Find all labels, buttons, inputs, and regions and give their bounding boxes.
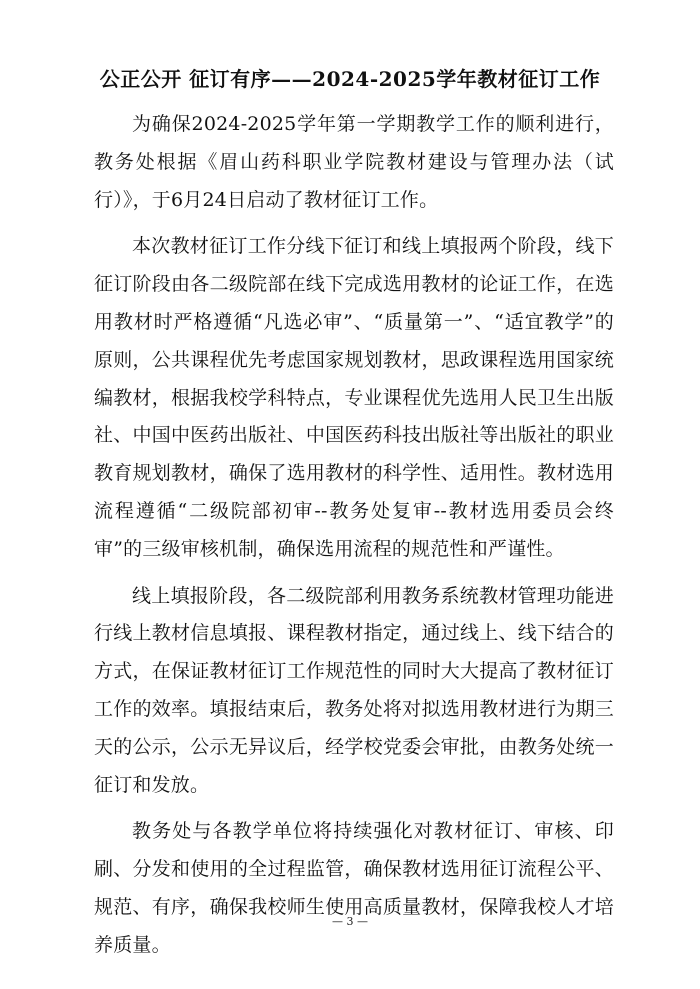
paragraph-conclusion: 教务处与各教学单位将持续强化对教材征订、审核、印刷、分发和使用的全过程监管，确保教材选用征订流程公平、规范、有序，确保我校师生使用高质量教材，保障我校人才培养质量。 bbox=[94, 820, 614, 956]
paragraph-online-stage: 线上填报阶段，各二级院部利用教务系统教材管理功能进行线上教材信息填报、课程教材指定，通过线上、线下结合的方式，在保证教材征订工作规范性的同时大大提高了教材征订工作的效率。填报结束后，教务处将对拟选用教材进行为期三天的公示，公示无异议后，经学校党委会审批，由教务处统一征订和发放。 bbox=[94, 584, 614, 796]
document-title: 公正公开 征订有序——2024-2025学年教材征订工作 bbox=[99, 67, 601, 91]
paragraph-intro: 为确保2024-2025学年第一学期教学工作的顺利进行，教务处根据《眉山药科职业学院教材建设与管理办法（试行）》，于6月24日启动了教材征订工作。 bbox=[94, 113, 614, 211]
page-number: — 3 — bbox=[332, 915, 368, 928]
document-body bbox=[94, 106, 614, 974]
paragraph-offline-stage: 本次教材征订工作分线下征订和线上填报两个阶段，线下征订阶段由各二级院部在线下完成选用教材的论证工作，在选用教材时严格遵循“凡选必审”、“质量第一”、“适宜教学”的原则，公共课程优先考虑国家规划教材，思政课程选用国家统编教材，根据我校学科特点，专业课程优先选用人民卫生出版社、中国中医药出版社、中国医药科技出版社等出版社的职业教育规划教材，确保了选用教材的科学性、适用性。教材选用流程遵循“二级院部初审--教务处复审--教材选用委员会终审”的三级审核机制，确保选用流程的规范性和严谨性。 bbox=[94, 235, 614, 560]
